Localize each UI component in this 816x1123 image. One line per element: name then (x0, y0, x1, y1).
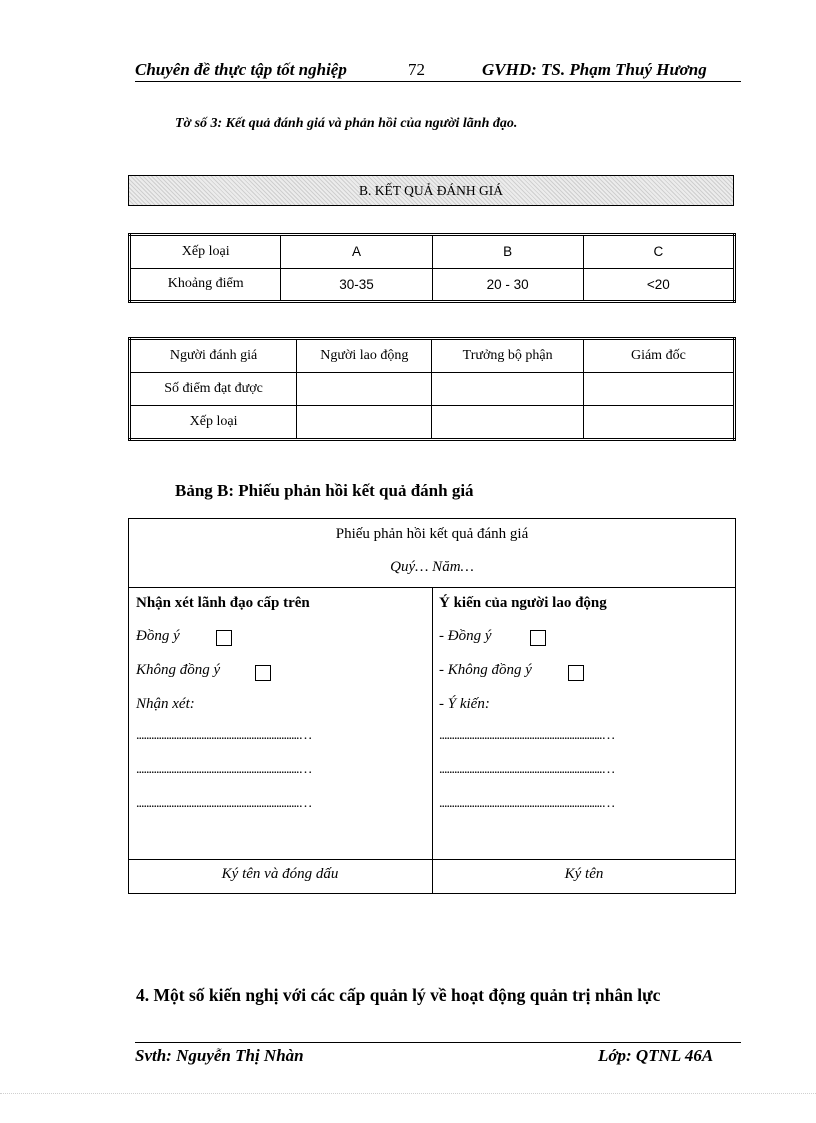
table-cell[interactable] (297, 372, 432, 406)
footer-rule (135, 1042, 741, 1043)
table-cell[interactable] (583, 372, 734, 406)
table-cell: Khoảng điểm (130, 268, 281, 302)
table-header-cell: Người lao động (297, 339, 432, 373)
manager-comment-heading: Nhận xét lãnh đạo cấp trên (136, 595, 310, 611)
manager-agree-checkbox[interactable] (216, 630, 232, 646)
section-title-box (128, 175, 734, 206)
header-advisor: GVHD: TS. Phạm Thuý Hương (482, 60, 707, 79)
table-b-title: Bảng B: Phiếu phản hồi kết quả đánh giá (175, 481, 474, 500)
employee-disagree-checkbox[interactable] (568, 665, 584, 681)
form-period: Quý… Năm… (390, 559, 474, 575)
employee-signature-label: Ký tên (564, 866, 604, 882)
page-number: 72 (408, 60, 425, 79)
table-cell: C (583, 235, 734, 269)
employee-opinion-line[interactable]: .................................................................… (439, 762, 615, 777)
manager-disagree-label: Không đồng ý (136, 662, 221, 678)
footer-class: Lớp: QTNL 46A (598, 1046, 714, 1065)
table-header-cell: Trưởng bộ phận (432, 339, 583, 373)
table-cell: Xếp loại (130, 235, 281, 269)
footer-student: Svth: Nguyễn Thị Nhàn (135, 1046, 304, 1065)
form-column-divider (432, 587, 433, 894)
table-cell[interactable] (297, 406, 432, 440)
table-header-cell: Người đánh giá (130, 339, 297, 373)
manager-signature-label: Ký tên và đóng dấu (221, 866, 339, 882)
employee-agree-label: - Đồng ý (439, 628, 492, 644)
table-cell: 30-35 (281, 268, 432, 302)
manager-agree-label: Đồng ý (136, 628, 180, 644)
table-cell[interactable] (432, 406, 583, 440)
form-title: Phiếu phản hồi kết quả đánh giá (335, 526, 529, 542)
table-cell: B (432, 235, 583, 269)
table-row (130, 406, 735, 440)
header-rule (135, 81, 741, 82)
employee-opinion-line[interactable]: .................................................................… (439, 796, 615, 811)
manager-comment-label: Nhận xét: (136, 696, 195, 712)
manager-disagree-checkbox[interactable] (255, 665, 271, 681)
table-cell: <20 (583, 268, 734, 302)
employee-agree-checkbox[interactable] (530, 630, 546, 646)
sheet-subtitle: Tờ số 3: Kết quả đánh giá và phản hồi của người lãnh đạo. (175, 116, 518, 131)
manager-comment-line[interactable]: .................................................................… (136, 728, 312, 743)
employee-opinion-label: - Ý kiến: (439, 696, 490, 712)
section-title: B. KẾT QUẢ ĐÁNH GIÁ (358, 182, 504, 198)
evaluator-table (128, 337, 736, 441)
header-title: Chuyên đề thực tập tốt nghiệp (135, 60, 347, 79)
employee-disagree-label: - Không đồng ý (439, 662, 532, 678)
table-row (130, 339, 735, 373)
table-row (130, 268, 735, 302)
table-cell[interactable] (432, 372, 583, 406)
employee-opinion-heading: Ý kiến của người lao động (439, 595, 607, 611)
table-row-label: Xếp loại (130, 406, 297, 440)
manager-comment-line[interactable]: .................................................................… (136, 796, 312, 811)
table-cell: A (281, 235, 432, 269)
table-row (130, 372, 735, 406)
table-row-label: Số điểm đạt được (130, 372, 297, 406)
table-row (130, 235, 735, 269)
table-header-cell: Giám đốc (583, 339, 734, 373)
section-4-heading: 4. Một số kiến nghị với các cấp quản lý về hoạt động quản trị nhân lực (136, 985, 661, 1005)
table-cell[interactable] (583, 406, 734, 440)
table-cell: 20 - 30 (432, 268, 583, 302)
page-bottom-border (0, 1093, 816, 1094)
employee-opinion-line[interactable]: .................................................................… (439, 728, 615, 743)
manager-comment-line[interactable]: .................................................................… (136, 762, 312, 777)
grade-table (128, 233, 736, 303)
